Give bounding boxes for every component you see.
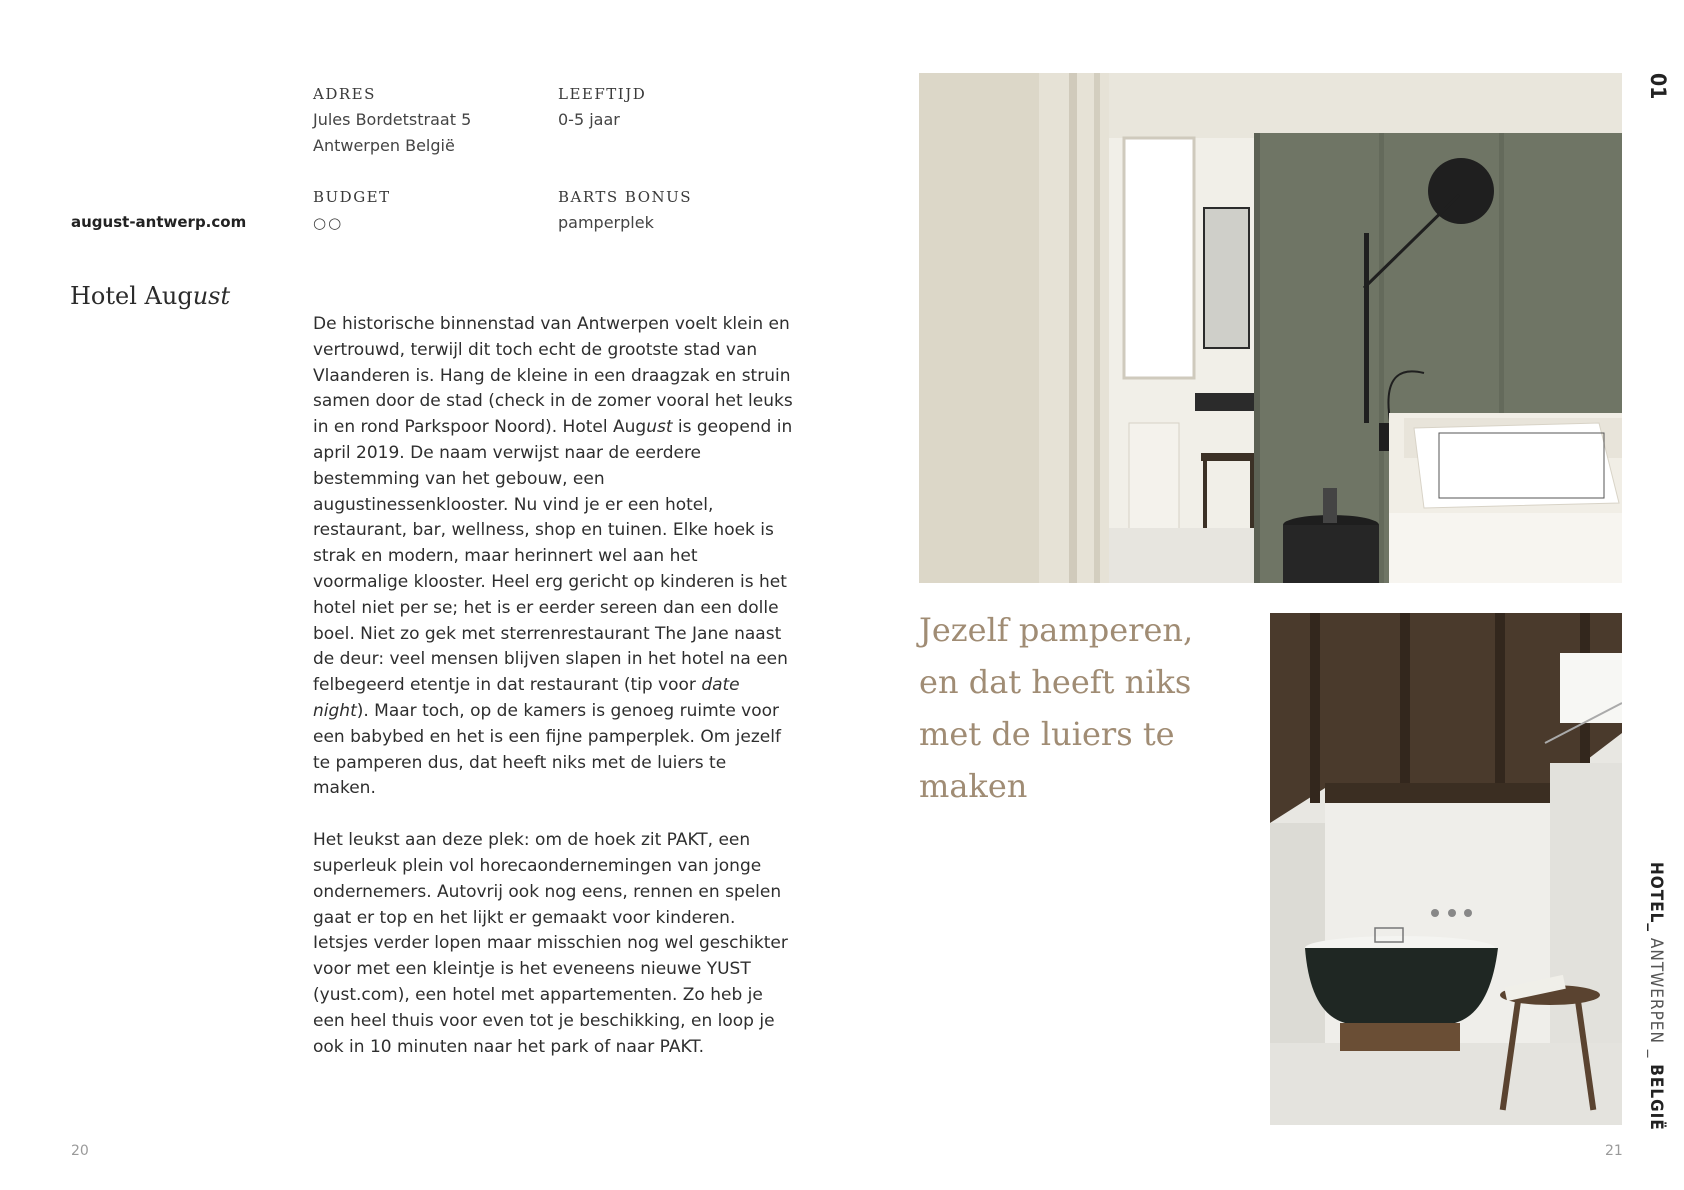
page-number-right: 21: [1605, 1143, 1623, 1159]
chapter-number: 01: [1646, 73, 1670, 100]
hotel-title-main: Hotel Aug: [70, 282, 193, 310]
paragraph-1: [313, 312, 793, 802]
side-label: [1646, 862, 1666, 1131]
paragraph-1-part-a: De historische binnenstad van Antwerpen voelt klein en vertrouwd, terwijl dit toch echt de grootste stad van Vlaanderen is. Hang de kleine in een draagzak en struin samen door de stad (check in de zomer vooral het leuks in en rond Parkspoor Noord). Hotel Aug: [313, 314, 793, 438]
address-line-1: Jules Bordetstraat 5: [313, 110, 472, 129]
side-label-country: BELGIË: [1646, 1064, 1666, 1131]
side-label-city: ANTWERPEN _: [1646, 932, 1666, 1065]
address-label: ADRES: [313, 85, 376, 103]
hotel-title-italic: ust: [192, 282, 231, 310]
address-line-2: Antwerpen België: [313, 136, 455, 155]
bathroom-photo-illustration: [1270, 613, 1622, 1125]
age-label: LEEFTIJD: [558, 85, 647, 103]
paragraph-2: Het leukst aan deze plek: om de hoek zit PAKT, een superleuk plein vol horecaondernemingen van jonge ondernemers. Autovrij ook nog eens, rennen en spelen gaat er top en het lijkt er gemaakt voor kinderen. Ietsjes verder lopen maar misschien nog wel geschikter voor met een kleintje is het eveneens nieuwe YUST (yust.com), een hotel met appartementen. Zo heb je een heel thuis voor even tot je beschikking, en loop je ook in 10 minuten naar het park of naar PAKT.: [313, 830, 788, 1057]
hotel-title: [70, 282, 230, 310]
website-link[interactable]: august-antwerp.com: [71, 213, 247, 231]
paragraph-1-part-e: ). Maar toch, op de kamers is genoeg ruimte voor een babybed en het is een fijne pamperplek. Om jezelf te pamperen dus, dat heeft niks met de luiers te maken.: [313, 700, 781, 799]
pull-quote: Jezelf pamperen, en dat heeft niks met de luiers te maken: [919, 611, 1194, 805]
side-label-hotel: HOTEL_: [1646, 862, 1666, 933]
bonus-label: BARTS BONUS: [558, 188, 693, 206]
paragraph-1-part-c: is geopend in april 2019. De naam verwijst naar de eerdere bestemming van het gebouw, een augustinessenklooster. Nu vind je er een hotel, restaurant, bar, wellness, shop en tuinen. Elke hoek is strak en modern, maar herinnert wel aan het voormalige klooster. Heel erg gericht op kinderen is het hotel niet per se; het is er eerder sereen dan een dolle boel. Niet zo gek met sterrenrestaurant The Jane naast de deur: veel mensen blijven slapen in het hotel na een felbegeerd etentje in dat restaurant (tip voor: [313, 417, 793, 696]
age-value: 0-5 jaar: [558, 110, 620, 129]
bonus-value: pamperplek: [558, 213, 654, 232]
address-value: [313, 107, 471, 159]
paragraph-1-italic-date-night: date night: [313, 675, 740, 721]
bathroom-photo: [1270, 613, 1622, 1125]
budget-label: BUDGET: [313, 188, 391, 206]
article-body: [313, 312, 793, 1086]
bedroom-photo-illustration: [919, 73, 1622, 583]
page-number-left: 20: [71, 1143, 89, 1159]
paragraph-1-italic-ust: ust: [646, 417, 673, 438]
budget-value: ○○: [313, 214, 344, 232]
bedroom-photo: [919, 73, 1622, 583]
